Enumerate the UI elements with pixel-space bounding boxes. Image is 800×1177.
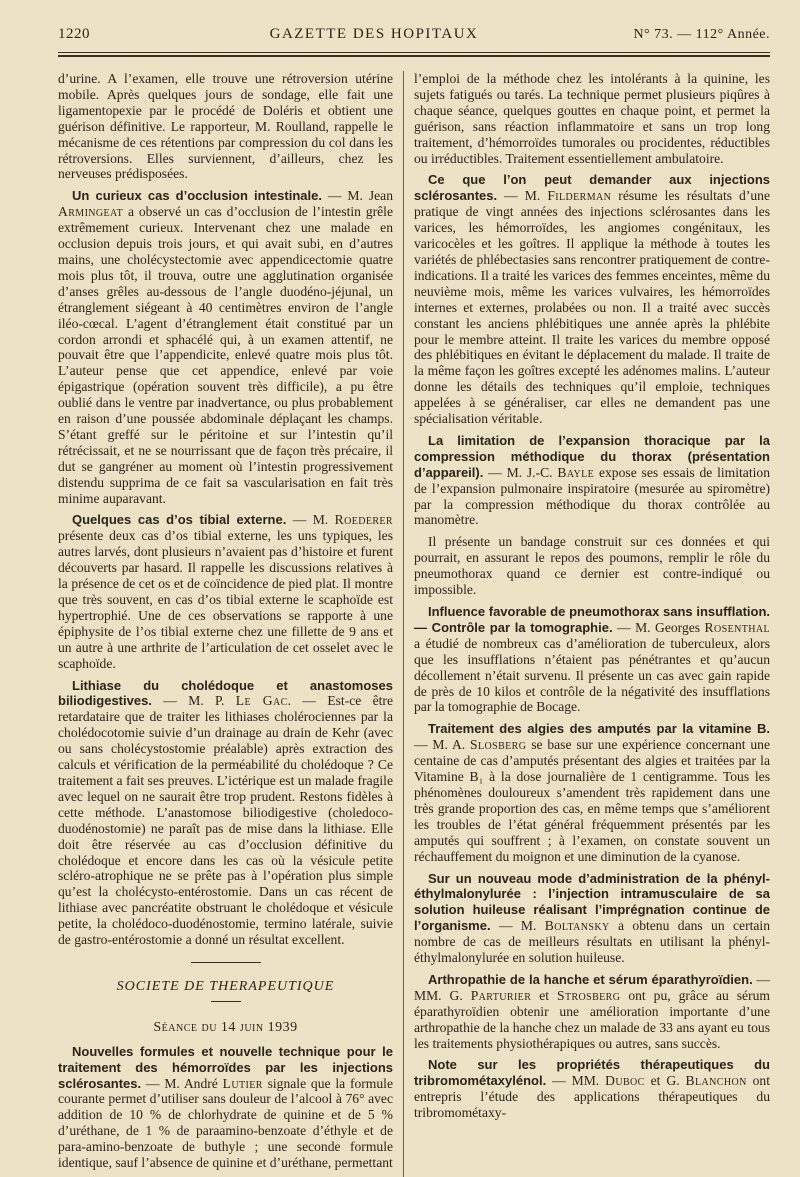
article-body: a étudié de nombreux cas d’amélioration de tuberculeux, alors que les insufflations n’étaient pas pénétrantes et qu’aucun décollement n’était survenu. Il présente un cas avec gain rapide de près de 10 kilos et contrôle de la négativité des insufflations par la tomographie de Bocage. xyxy=(414,635,770,715)
article-heading: La limitation de l’expansion thoracique par la compression méthodique du thorax (présentation d’appareil). xyxy=(414,432,770,480)
paragraph: l’emploi de la méthode chez les intolérants à la quinine, les sujets fatigués ou tarés. La technique permet plusieurs piqûres à chaque séance, quelques gouttes en chaque point, et permet la guérison, sans réaction inflammatoire et sans un trop long traitement, d’hémorroïdes tumorales ou procidentes, réductibles ou irréductibles. Traitement essentiellement ambulatoire. xyxy=(414,71,770,166)
left-column xyxy=(58,71,404,1177)
article-heading: Traitement des algies des amputés par la vitamine B. xyxy=(428,721,770,737)
author-name: Lutier xyxy=(222,1075,263,1091)
article-occlusion: Un curieux cas d’occlusion intestinale. — M. Jean Armingeat a observé un cas d’occlusion de l’intestin grêle extrêmement curieux. Intervenant chez une malade en occlusion depuis trois jours, et qui avait subi, en d’autres mains, une cholécystectomie avec appendicectomie quatre mois plus tôt, il trouva, outre une agglutination organisée d’anses grêles au-dessous de l’angle duodéno-jéjunal, un étranglement siégeant à 40 centimètres environ de l’angle iléo-cœcal. L’agent d’étranglement était constitué par un cordon arrondi et sphacélé qui, à un examen attentif, ne pouvait être que l’appendicite, enlevé quatre mois plus tôt. L’auteur pense que cet appendice, enlevé par voie épigastrique (opération souvent très difficile), a pu être oublié dans le ventre par inadvertance, ou plus probablement en raison d’une poussée abdominale déplaçant les champs. S’étant greffé sur le péritoine et sur l’intestin qu’il rétrécissait, et ne se nourrissant que de façon très précaire, il dut se gangréner au moment où l’intestin progressivement distendu supprima de ce fait sa vascularisation en fait très minime auparavant. xyxy=(58,188,393,506)
article-heading: Ce que l’on peut demander aux injections sclérosantes. xyxy=(414,172,770,204)
article-heading: Sur un nouveau mode d’administration de la phényl-éthylmalonylurée : l’injection intramusculaire de sa solution huileuse réalisant l’imprégnation continue de l’organisme. xyxy=(414,870,770,934)
article-hemorroides: Nouvelles formules et nouvelle technique pour le traitement des hémorroïdes par les injections sclérosantes. — M. André Lutier signale que la formule courante permet d’utiliser sans douleur de l’alcool à 76° avec addition de 10 % de chlorhydrate de quinine et de 5 % d’uréthane, de 1 % de paraamino-benzoate d’éthyle et de para-amino-benzoate de buthyle ; une seconde formule identique, sauf l’absence de quinine et d’uréthane, permettant xyxy=(58,1043,393,1171)
article-body: a obtenu dans un certain nombre de cas de meilleurs résultats en utilisant la phényl-éthylmalonylurée en solution huileuse. xyxy=(414,918,771,966)
article-body: signale que la formule courante permet d’utiliser sans douleur de l’alcool à 76° avec addition de 10 % de chlorhydrate de quinine et de 5 % d’uréthane, de 1 % de paraamino-benzoate d’éthyle et de para-amino-benzoate de buthyle ; une seconde formule identique, sauf l’absence de quinine et d’uréthane, permettant xyxy=(58,1075,393,1171)
issue-number: N° 73. — 112° Année. xyxy=(633,27,770,42)
article-phenyl: Sur un nouveau mode d’administration de la phényl-éthylmalonylurée : l’injection intramusculaire de sa solution huileuse réalisant l’imprégnation continue de l’organisme. — M. Boltansky a obtenu dans un certain nombre de cas de meilleurs résultats en utilisant la phényl-éthylmalonylurée en solution huileuse. xyxy=(414,870,771,966)
author-name: Le Gac xyxy=(235,693,288,709)
article-body: . — Est-ce être retardataire que de traiter les lithiases cholérociennes par la cholédocotomie suivie d’un drainage au drain de Kehr (avec ou sans cholécystostomie préalable) après extraction des calculs et vérification de la perméabilité du cholédoque ? Ce traitement a fait ses preuves. L’ictérique est un malade fragile avec lequel on ne saurait être trop prudent. Restons fidèles à cette méthode. L’anastomose biliodigestive (choledoco-duodénostomie) ne paraît pas de mise dans la lithiase. Elle doit être réservée au cas d’occlusion définitive du cholédoque et encore dans les cas où la vésicule petite scléro-atrophique ne se prête pas à l’opération plus simple qu’est la cholécysto-entérostomie. Dans un cas récent de lithiase avec pancréatite obstruant le cholédoque et vésicule petite, la cholédoco-duodénostomie, termino latérale, suivie de gastro-entérostomie a donné un résultat excellent. xyxy=(58,693,393,948)
article-tribromo: Note sur les propriétés thérapeutiques du tribromométaxylénol. — MM. Duboc et G. Blanchon ont entrepris l’étude des applications thérapeutiques du tribromométaxy- xyxy=(414,1057,770,1121)
article-heading: Note sur les propriétés thérapeutiques du tribromométaxylénol. xyxy=(414,1057,770,1089)
author-name: Bayle xyxy=(557,464,595,480)
article-body: expose ses essais de limitation de l’expansion pulmonaire inspiratoire (mesurée au spiromètre) par la compression méthodique du thorax contrôlée au manomètre. xyxy=(414,464,770,528)
paragraph: d’urine. A l’examen, elle trouve une rétroversion utérine mobile. Après quelques jours de sondage, elle fait une ligamentopexie par le procédé de Doléris et obtient une guérison définitive. Le rapporteur, M. Roulland, rappelle le mécanisme de ces rétentions par compression du col dans les rétroversions. Elles surviennent, d’ailleurs, chez les nerveuses prédisposées. xyxy=(58,71,393,182)
journal-title: GAZETTE DES HOPITAUX xyxy=(269,26,479,42)
article-heading: Influence favorable de pneumothorax sans insufflation. — Contrôle par la tomographie. xyxy=(414,604,770,635)
article-heading: Quelques cas d’os tibial externe. xyxy=(72,512,287,528)
author-name: Parturier xyxy=(470,987,532,1003)
header-rule xyxy=(58,52,770,53)
article-body: se base sur une expérience concernant une centaine de cas d’amputés présentant des algies et traitées par la Vitamine B₁ à la dose journalière de 1 centigramme. Tous les phénomènes douloureux s’amendent très rapidement dans une très grande proportion des cas, en même temps que s’améliorent les troubles de l’état général fréquemment présentés par les amputés qui souffrent ; à l’examen, on constate souvent un réchauffement du moignon et une diminution de la cyanose. xyxy=(414,737,770,864)
author-name: Armingeat xyxy=(58,204,124,220)
right-column xyxy=(404,71,770,1177)
author-name: Duboc xyxy=(605,1073,645,1089)
author-name: Rosenthal xyxy=(704,619,770,635)
article-body: résume les résultats d’une pratique de vingt années des injections sclérosantes dans les varices, les hémorroïdes, les angiomes congénitaux, les varicocèles et les goîtres. Il applique la méthode à toutes les variétés de phlébectasies sans rencontrer pratiquement de contre-indications. Il a traité les varices des femmes enceintes, même du neuvième mois, même les varices vulvaires, les hémorroïdes internes et externes, prolabées ou non. Il a traité avec succès constant les anciens phlébitiques une année après la phlébite pour le membre atteint. Il traite les varices du membre opposé des phlébitiques en évitant le déplacement du malade. Il traite de la même façon les goîtres excepté les adénomes malins. L’auteur donne les détails des techniques qu’il emploie, techniques appelées à se généraliser, car elles ne demandent pas une spécialisation véritable. xyxy=(414,188,771,427)
article-arthropathie: Arthropathie de la hanche et sérum éparathyroïdien. — MM. G. Parturier et Strosberg ont pu, grâce au sérum éparathyroïdien obtenir une amélioration importante d’une arthropathie de la hanche chez un malade de 33 ans ayant eu tous les traitements physiothérapiques ou autres, sans succès. xyxy=(414,971,770,1051)
section-divider xyxy=(211,1001,241,1002)
society-title: SOCIETE DE THERAPEUTIQUE xyxy=(116,978,335,994)
author-name: Slosberg xyxy=(470,737,527,753)
session-date: Séance du 14 juin 1939 xyxy=(153,1019,298,1035)
article-heading: Un curieux cas d’occlusion intestinale. xyxy=(72,188,322,204)
article-tibial: Quelques cas d’os tibial externe. — M. Roederer présente deux cas d’os tibial externe, les uns typiques, les autres larvés, dont plusieurs n’avaient pas d’histoire et furent découverts par hasard. Il rappelle les discussions relatives à la présence de cet os et de coïncidence de pied plat. Il montre que très souvent, en cas d’os tibial externe le scaphoïde est hypertrophié. Une de ces observations se rapporte à une épiphysite de l’os tibial externe chez une fillette de 9 ans et un autre à une arthrite de l’articulation de cet osselet avec le scaphoïde. xyxy=(58,512,393,671)
article-heading: Lithiase du cholédoque et anastomoses biliodigestives. xyxy=(58,677,393,709)
author-name: Blanchon xyxy=(685,1073,747,1089)
article-heading: Arthropathie de la hanche et sérum éparathyroïdien. xyxy=(428,971,753,987)
article-heading: Nouvelles formules et nouvelle technique pour le traitement des hémorroïdes par les injections sclérosantes. xyxy=(58,1043,393,1091)
article-sclerosantes: Ce que l’on peut demander aux injections sclérosantes. — M. Filderman résume les résultats d’une pratique de vingt années des injections sclérosantes dans les varices, les hémorroïdes, les angiomes congénitaux, les varicocèles et les goîtres. Il applique la méthode à toutes les variétés de phlébectasies sans rencontrer pratiquement de contre-indications. Il a traité les varices des femmes enceintes, même du neuvième mois, même les varices vulvaires, les hémorroïdes internes et externes, prolabées ou non. Il a traité avec succès constant les anciens phlébitiques une année après la phlébite pour le membre atteint. Il traite les varices du membre opposé des phlébitiques en évitant le déplacement du malade. Il traite de la même façon les goîtres excepté les adénomes malins. L’auteur donne les détails des techniques qu’il emploie, techniques appelées à se généraliser, car elles ne demandent pas une spécialisation véritable. xyxy=(414,172,771,427)
article-thoracique: La limitation de l’expansion thoracique par la compression méthodique du thorax (présentation d’appareil). — M. J.-C. Bayle expose ses essais de limitation de l’expansion pulmonaire inspiratoire (mesurée au spiromètre) par la compression méthodique du thorax contrôlée au manomètre. xyxy=(414,432,770,528)
header-rule-thick xyxy=(58,55,770,57)
article-body: présente deux cas d’os tibial externe, les uns typiques, les autres larvés, dont plusieurs n’avaient pas d’histoire et furent découverts par hasard. Il rappelle les discussions relatives à la présence de cet os et de coïncidence de pied plat. Il montre que très souvent, en cas d’os tibial externe le scaphoïde est hypertrophié. Une de ces observations se rapporte à une épiphysite de l’os tibial externe chez une fillette de 9 ans et un autre à une arthrite de l’articulation de cet osselet avec le scaphoïde. xyxy=(58,528,393,671)
article-amputes: Traitement des algies des amputés par la vitamine B. — M. A. Slosberg se base sur une expérience concernant une centaine de cas d’amputés présentant des algies et traitées par la Vitamine B₁ à la dose journalière de 1 centigramme. Tous les phénomènes douloureux s’amendent très rapidement dans une très grande proportion des cas, en même temps que s’améliorent les troubles de l’état général fréquemment présentés par les amputés qui souffrent ; à l’examen, on constate souvent un réchauffement du moignon et une diminution de la cyanose. xyxy=(414,721,770,864)
author-name: Strosberg xyxy=(556,987,621,1003)
author-name: Filderman xyxy=(547,188,612,204)
article-body: ont entrepris l’étude des applications thérapeutiques du tribromométaxy- xyxy=(414,1073,770,1121)
page-number: 1220 xyxy=(58,26,90,42)
article-pneumothorax: Influence favorable de pneumothorax sans insufflation. — Contrôle par la tomographie. — M. Georges Rosenthal a étudié de nombreux cas d’amélioration de tuberculeux, alors que les insufflations n’étaient pas pénétrantes et qu’aucun décollement n’était survenu. Il présente un cas avec gain rapide de près de 10 kilos et contrôle de la négativité des insufflations par la tomographie de Bocage. xyxy=(414,604,770,715)
author-name: Boltansky xyxy=(544,918,610,934)
article-lithiase: Lithiase du cholédoque et anastomoses biliodigestives. — M. P. Le Gac. — Est-ce être retardataire que de traiter les lithiases cholérociennes par la cholédocotomie suivie d’un drainage au drain de Kehr (avec ou sans cholécystostomie préalable) après extraction des calculs et vérification de la perméabilité du cholédoque ? Ce traitement a fait ses preuves. L’ictérique est un malade fragile avec lequel on ne saurait être trop prudent. Restons fidèles à cette méthode. L’anastomose biliodigestive (choledoco-duodénostomie) ne paraît pas de mise dans la lithiase. Elle doit être réservée au cas d’occlusion définitive du cholédoque et encore dans les cas où la vésicule petite scléro-atrophique ne se prête pas à l’opération plus simple qu’est la cholécysto-entérostomie. Dans un cas récent de lithiase avec pancréatite obstruant le cholédoque et vésicule petite, la cholédoco-duodénostomie, termino latérale, suivie de gastro-entérostomie a donné un résultat excellent. xyxy=(58,677,393,948)
section-divider xyxy=(191,962,261,963)
text-columns xyxy=(58,71,770,1177)
running-header xyxy=(58,26,770,48)
paragraph: Il présente un bandage construit sur ces données et qui pourrait, en assurant le repos des poumons, remplir le rôle du pneumothorax quand ce dernier est contre-indiqué ou impossible. xyxy=(414,534,770,598)
author-name: Roederer xyxy=(334,512,393,528)
article-body: ont pu, grâce au sérum éparathyroïdien obtenir une amélioration importante d’une arthropathie de la hanche chez un malade de 33 ans ayant eu tous les traitements physiothérapiques ou autres, sans succès. xyxy=(414,987,770,1051)
article-body: a observé un cas d’occlusion de l’intestin grêle extrêmement curieux. Intervenant chez une malade en occlusion depuis trois jours, et qui avait subi, en d’autres mains, une cholécystectomie avec appendicectomie quatre mois plus tôt, il trouva, outre une agglutination organisée d’anses grêles au-dessous de l’angle duodéno-jéjunal, un étranglement siégeant à 40 centimètres environ de l’angle iléo-cœcal. L’agent d’étranglement était constitué par un cordon arrondi et sphacélé qui, à un examen attentif, ne pouvait être que l’appendicite, enlevé quatre mois plus tôt. L’auteur pense que cet appendice, enlevé par voie épigastrique (opération souvent très difficile), a pu être oublié dans le ventre par inadvertance, ou plus probablement en raison d’une poussée abdominale déplaçant les champs. S’étant greffé sur le péritoine et sur l’intestin qu’il rétrécissait, et ne se nourrissant que de façon très précaire, il dut se gangréner au moment où l’intestin progressivement distendu supprima de ce fait sa vascularisation en fait très minime auparavant. xyxy=(58,204,393,506)
